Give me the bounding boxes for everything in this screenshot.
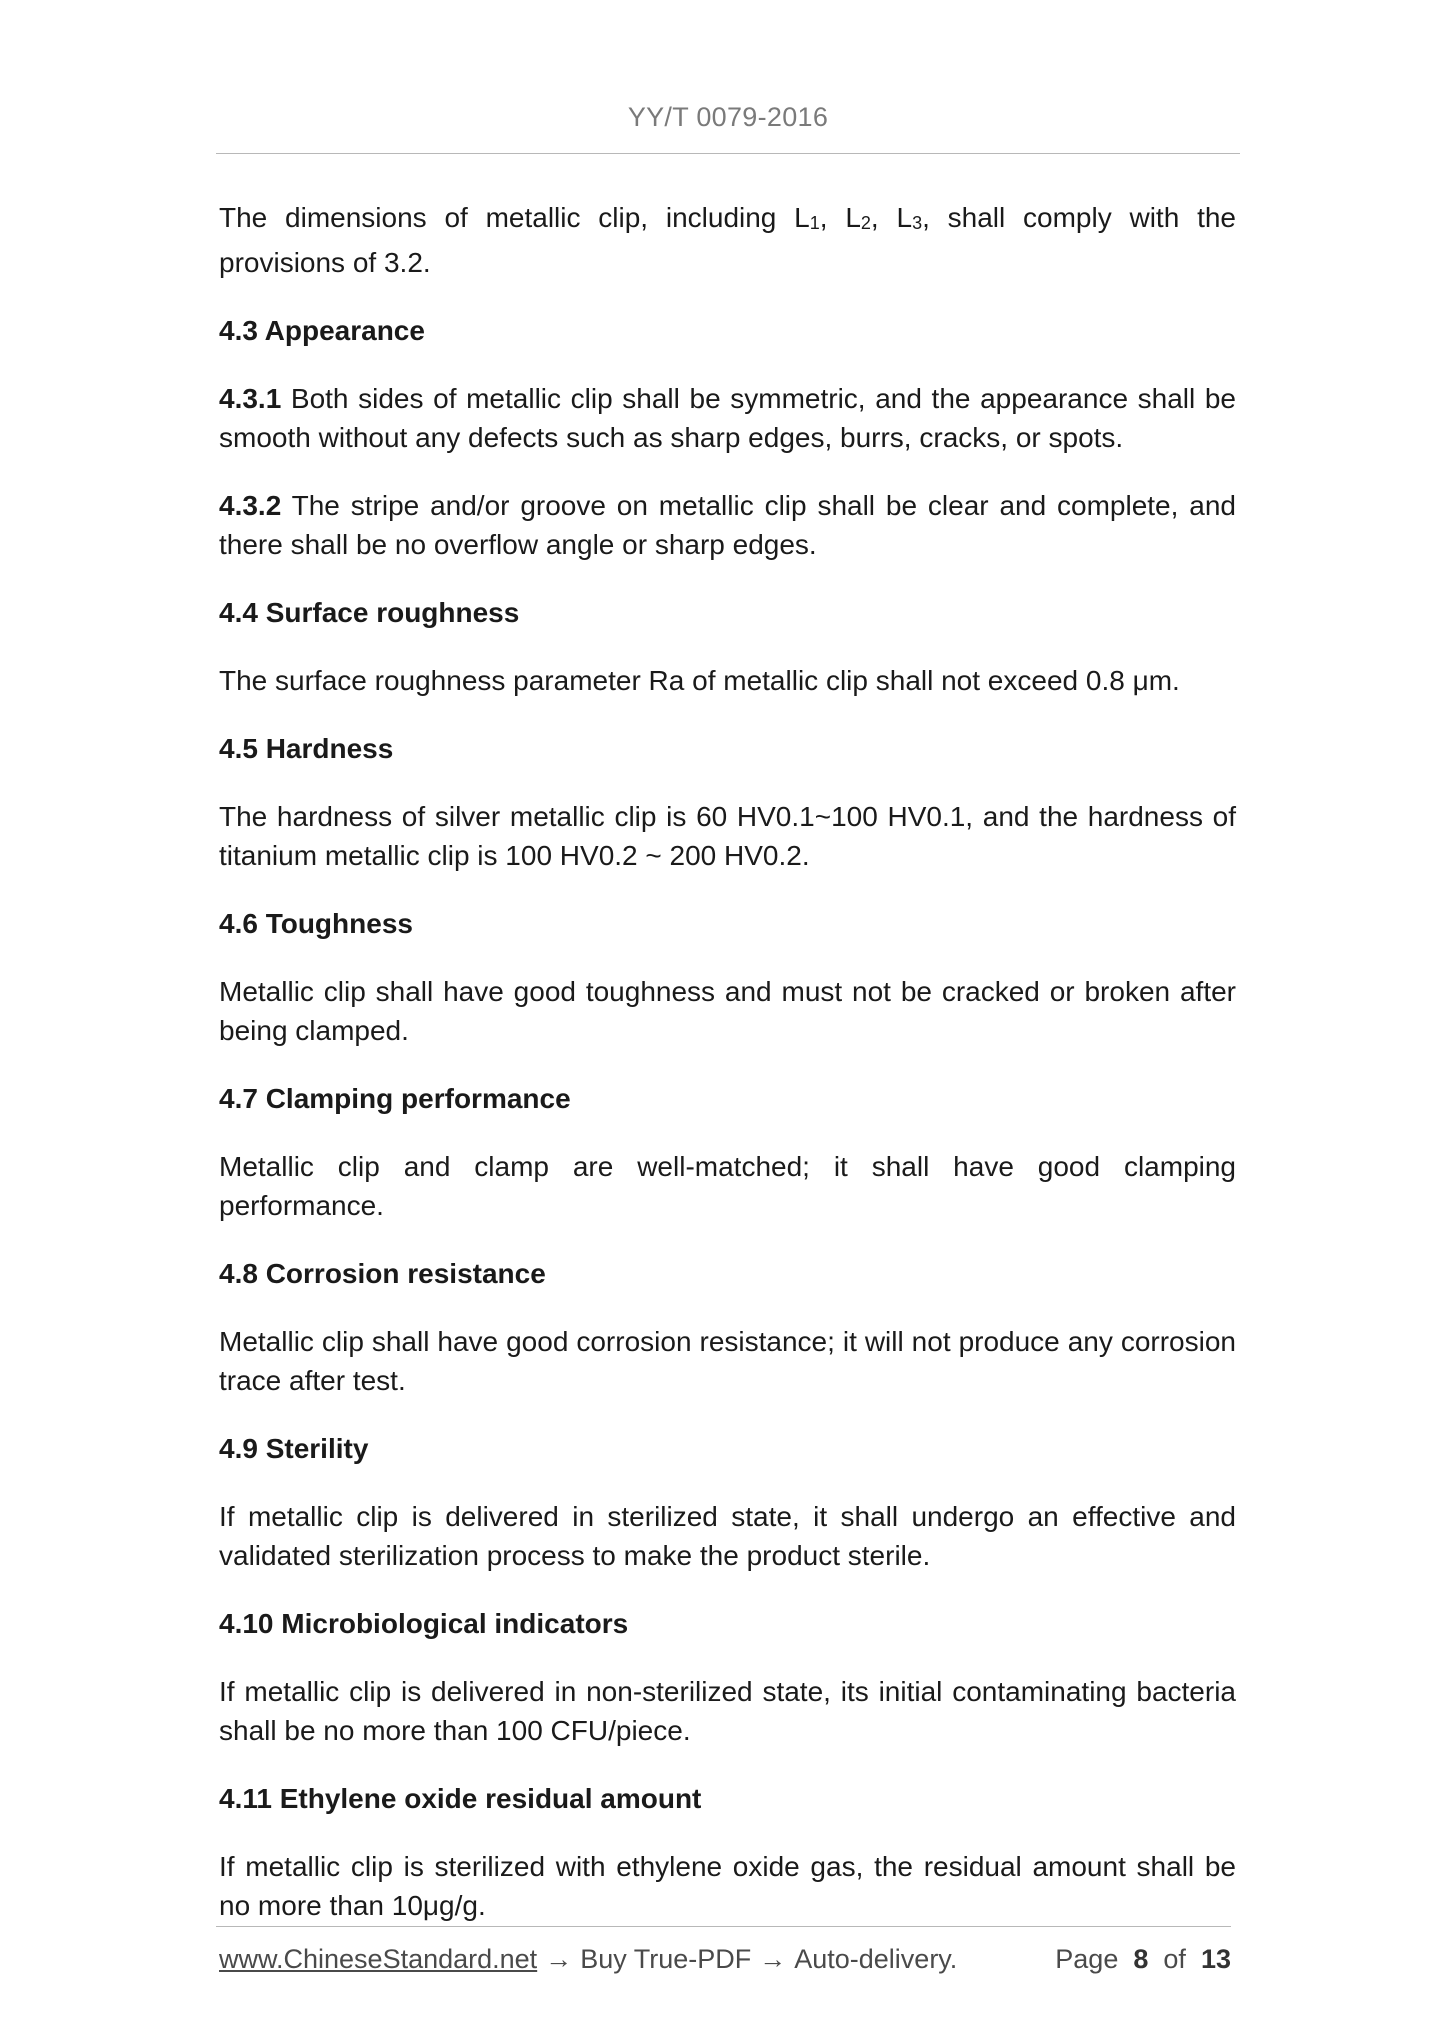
heading-4-3: 4.3 Appearance [219,315,425,346]
page-of-label: of [1163,1944,1186,1974]
website-link[interactable]: www.ChineseStandard.net [219,1944,538,1974]
intro-paragraph [219,198,1236,282]
clause-4-3-2 [219,486,1236,564]
document-header: YY/T 0079-2016 [627,102,829,132]
body-4-11: If metallic clip is sterilized with ethylene oxide gas, the residual amount shall be no more than 10μg/g. [219,1851,1236,1921]
clause-text: The stripe and/or groove on metallic clip shall be clear and complete, and there shall be no overflow angle or sharp edges. [219,490,1236,560]
heading-4-11: 4.11 Ethylene oxide residual amount [219,1783,702,1814]
subscript-3: 3 [912,213,923,233]
heading-4-10: 4.10 Microbiological indicators [219,1608,629,1639]
heading-4-6: 4.6 Toughness [219,908,413,939]
intro-text-end: , shall comply with the provisions of 3.2. [219,202,1236,278]
clause-text: Both sides of metallic clip shall be symmetric, and the appearance shall be smooth without any defects such as sharp edges, burrs, cracks, or spots. [219,383,1236,453]
clause-number: 4.3.2 [219,490,282,521]
body-4-9: If metallic clip is delivered in sterilized state, it shall undergo an effective and validated sterilization process to make the product sterile. [219,1501,1236,1571]
body-4-8: Metallic clip shall have good corrosion resistance; it will not produce any corrosion trace after test. [219,1326,1236,1396]
body-4-6: Metallic clip shall have good toughness and must not be cracked or broken after being clamped. [219,976,1236,1046]
heading-4-4: 4.4 Surface roughness [219,597,520,628]
heading-4-7: 4.7 Clamping performance [219,1083,571,1114]
page-current: 8 [1133,1944,1149,1974]
page-total: 13 [1200,1944,1231,1974]
page-label: Page [1055,1944,1119,1974]
page-footer [219,1944,1231,1984]
arrow-right-icon: → [545,1944,573,1974]
buy-true-pdf-text: Buy True-PDF [580,1944,752,1974]
subscript-1: 1 [809,213,820,233]
header-divider [216,153,1240,154]
body-4-10: If metallic clip is delivered in non-sterilized state, its initial contaminating bacteria shall be no more than 100 CFU/piece. [219,1676,1236,1746]
clause-number: 4.3.1 [219,383,282,414]
body-4-7: Metallic clip and clamp are well-matched; it shall have good clamping performance. [219,1151,1236,1221]
intro-sep-2: , L [870,202,913,233]
heading-4-9: 4.9 Sterility [219,1433,369,1464]
heading-4-5: 4.5 Hardness [219,733,394,764]
page-number [1055,1944,1231,1975]
footer-links [219,1944,957,1975]
subscript-2: 2 [860,213,871,233]
document-body [219,198,1236,1925]
body-4-4: The surface roughness parameter Ra of metallic clip shall not exceed 0.8 μm. [219,665,1180,696]
body-4-5: The hardness of silver metallic clip is 60 HV0.1~100 HV0.1, and the hardness of titanium metallic clip is 100 HV0.2 ~ 200 HV0.2. [219,801,1236,871]
arrow-right-icon: → [759,1944,787,1974]
footer-divider [216,1926,1231,1927]
auto-delivery-text: Auto-delivery. [794,1944,958,1974]
heading-4-8: 4.8 Corrosion resistance [219,1258,546,1289]
intro-text-start: The dimensions of metallic clip, including L [219,202,810,233]
clause-4-3-1 [219,379,1236,457]
intro-sep-1: , L [819,202,861,233]
